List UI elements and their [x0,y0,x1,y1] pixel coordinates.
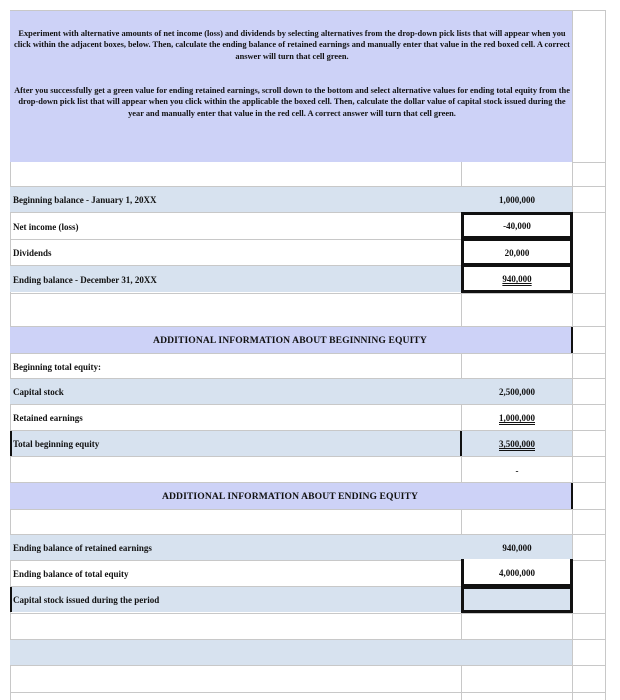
total-beginning-equity-label: Total beginning equity [13,439,100,449]
net-income-value: -40,000 [503,221,531,231]
capital-stock-label: Capital stock [13,387,64,397]
dash-value: - [515,466,519,476]
dividends-value: 20,000 [504,248,530,258]
net-income-label: Net income (loss) [13,222,79,232]
beginning-balance-label: Beginning balance - January 1, 20XX [13,195,157,205]
dividends-label: Dividends [13,248,52,258]
capital-stock-issued-input[interactable] [461,586,573,613]
capital-stock-value: 2,500,000 [499,387,535,397]
instructions-paragraph-2: After you successfully get a green value for ending retained earnings, scroll down to the bottom and select alternative values for ending total equity from the drop-down pick list that will appear when you click within the applicable the boxed cell. Then, calculate the dollar value of capital stock issued during the year and manually enter that value in the red cell. A correct answer will turn that cell green. [14,86,570,118]
beginning-total-equity-label: Beginning total equity: [13,362,102,372]
ending-retained-earnings-value: 940,000 [502,543,532,553]
ending-balance-value: 940,000 [502,274,532,284]
ending-balance-label: Ending balance - December 31, 20XX [13,275,157,285]
instructions-paragraph-1: Experiment with alternative amounts of net income (loss) and dividends by selecting alternatives from the drop-down pick lists that will appear when you click within the adjacent boxes, below. Then, calculate the ending balance of retained earnings and manually enter that value in the red boxed cell. A correct answer will turn that cell green. [14,29,570,61]
ending-retained-earnings-label: Ending balance of retained earnings [13,543,152,553]
ending-total-equity-label: Ending balance of total equity [13,569,129,579]
total-beginning-equity-value: 3,500,000 [499,439,535,449]
beginning-balance-value: 1,000,000 [499,195,535,205]
beginning-equity-heading: ADDITIONAL INFORMATION ABOUT BEGINNING EQUITY [153,335,427,346]
beginning-retained-earnings-value: 1,000,000 [499,413,535,423]
ending-total-equity-value: 4,000,000 [499,568,535,578]
beginning-retained-earnings-label: Retained earnings [13,413,83,423]
table-row [10,640,572,665]
ending-equity-heading: ADDITIONAL INFORMATION ABOUT ENDING EQUITY [162,491,418,502]
capital-stock-issued-label: Capital stock issued during the period [13,595,160,605]
